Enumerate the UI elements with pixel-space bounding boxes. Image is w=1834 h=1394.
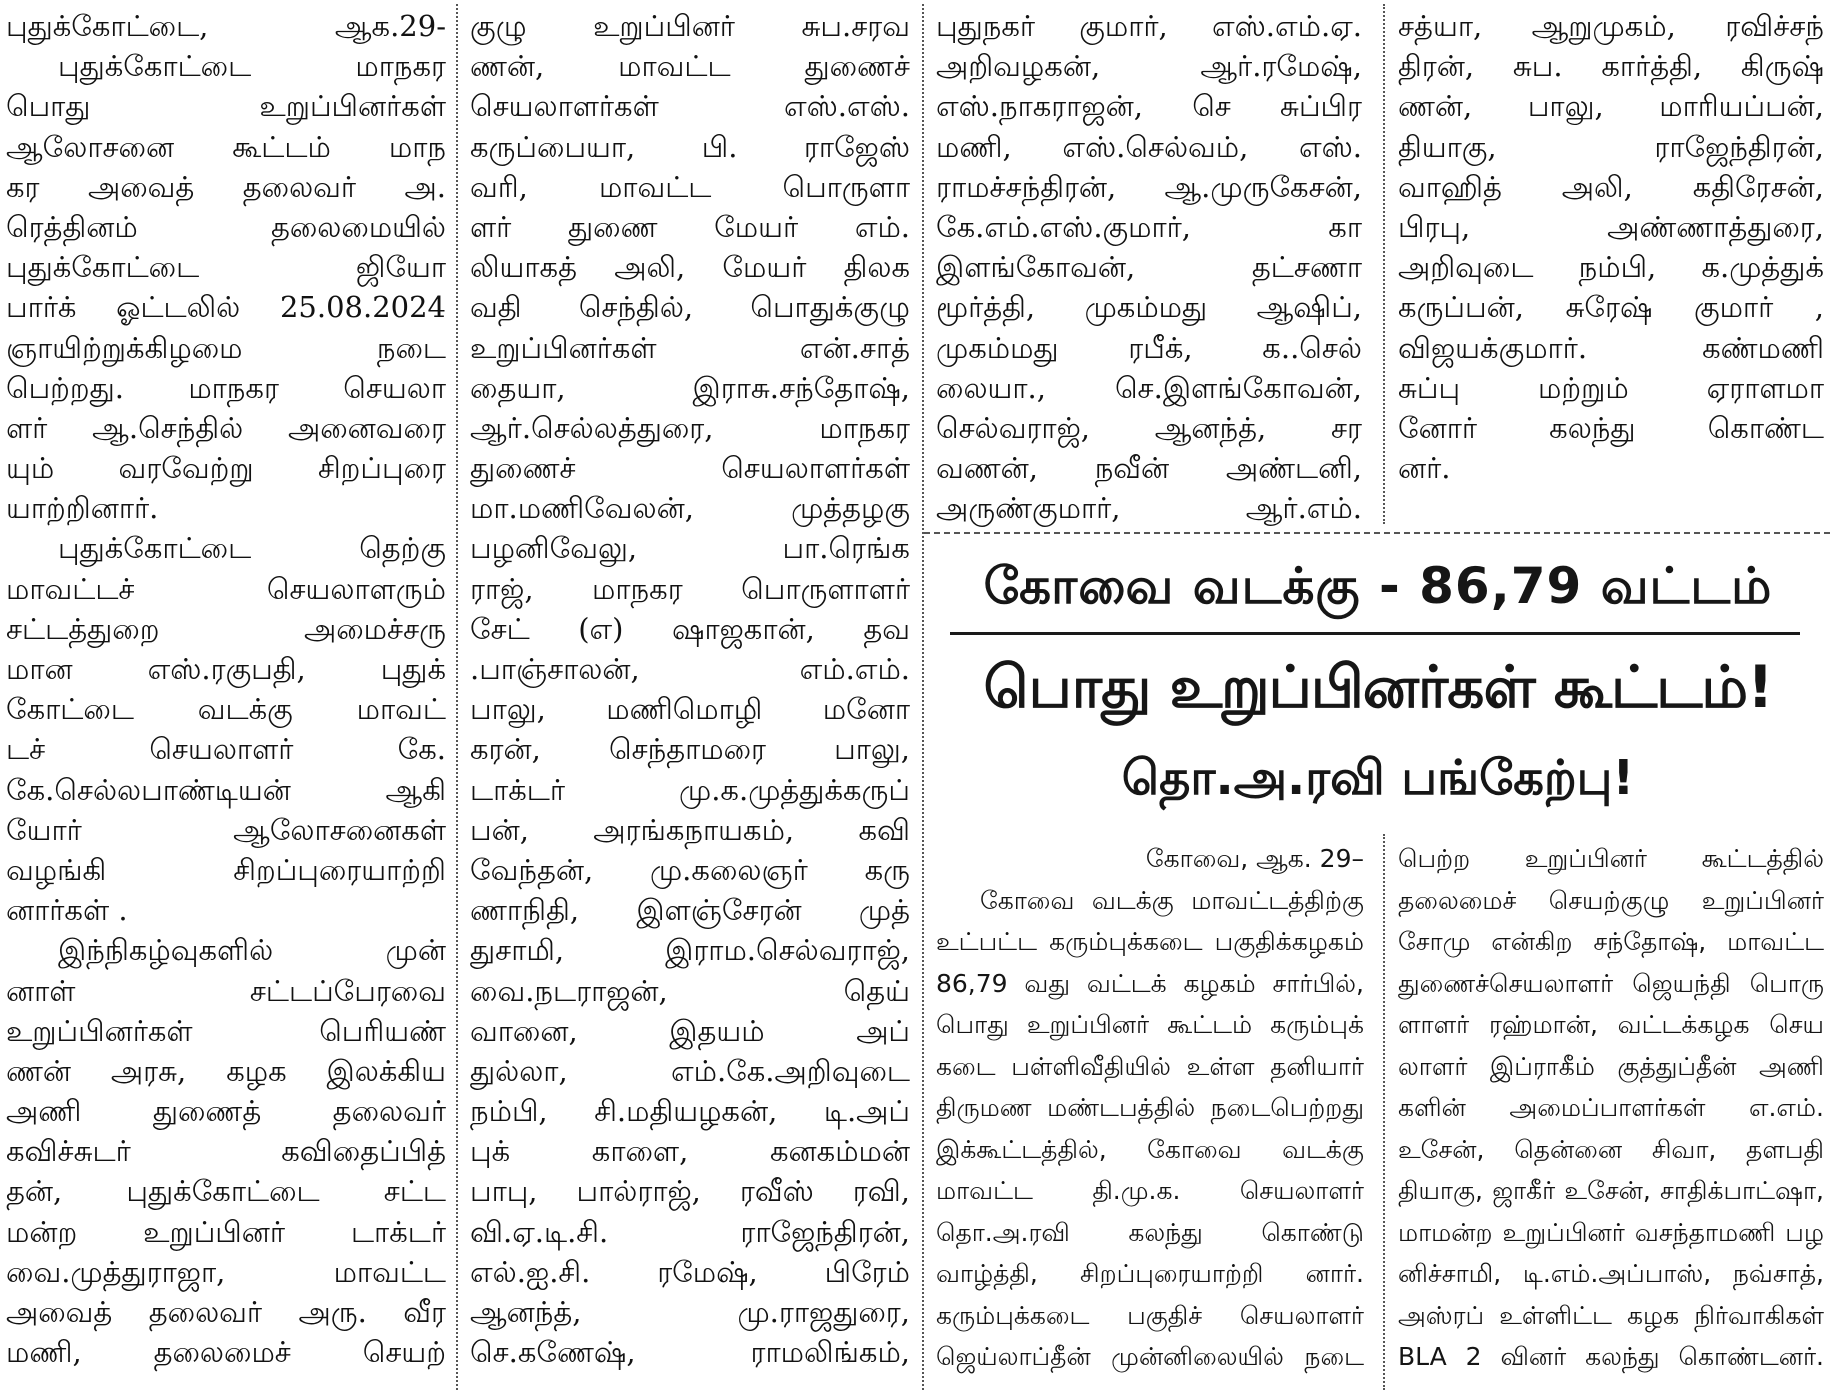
text-line: கர அவைத் தலைவர் அ. <box>6 169 446 204</box>
text-line: எல்.ஐ.சி. ரமேஷ், பிரேம் <box>470 1254 910 1289</box>
text-line: மாவட்ட தி.மு.க. செயலாளர் <box>936 1176 1364 1205</box>
text-line: னிச்சாமி, டி.எம்.அப்பாஸ், நவ்சாத், <box>1398 1259 1824 1288</box>
text-line: ராஜ், மாநகர பொருளாளர் <box>470 571 910 606</box>
text-line: ணன், மாவட்ட துணைச் <box>470 49 910 84</box>
text-line: ளர் ஆ.செந்தில் அனைவரை <box>6 410 446 445</box>
headline-main: பொது உறுப்பினர்கள் கூட்டம்! <box>983 653 1773 721</box>
box-article-column-right <box>1398 838 1824 1378</box>
text-line: யோர் ஆலோசனைகள் <box>6 812 446 847</box>
text-line: வானை, இதயம் அப் <box>470 1013 910 1048</box>
text-line: புதுக்கோட்டை மாநகர <box>58 49 446 84</box>
text-line: கோவை வடக்கு மாவட்டத்திற்கு <box>980 885 1364 915</box>
column-divider-1 <box>456 4 458 1390</box>
article-column-1 <box>6 6 446 1372</box>
text-line: அவைத் தலைவர் அரு. வீர <box>6 1295 446 1329</box>
text-line: ளர் துணை மேயர் எம். <box>470 209 910 244</box>
text-line: துல்லா, எம்.கே.அறிவுடை <box>470 1053 910 1088</box>
text-line: செ.கணேஷ், ராமலிங்கம், <box>470 1335 910 1370</box>
text-line: னாள் சட்டப்பேரவை <box>6 973 446 1008</box>
text-line: பழனிவேலு, பா.ரெங்க <box>470 531 910 566</box>
text-line: புதுக்கோட்டை ஜியோ <box>6 250 446 285</box>
text-line: பாலு, மணிமொழி மனோ <box>470 692 910 727</box>
text-line: அருண்குமார், ஆர்.எம். <box>936 491 1362 526</box>
text-line: பிரபு, அண்ணாத்துரை, <box>1398 209 1824 244</box>
text-line: கோட்டை வடக்கு மாவட் <box>6 692 446 727</box>
text-line: கரன், செந்தாமரை பாலு, <box>470 732 910 767</box>
text-line: அஸ்ரப் உள்ளிட்ட கழக நிர்வாகிகள் <box>1398 1300 1824 1330</box>
text-line: தொ.அ.ரவி கலந்து கொண்டு <box>936 1217 1364 1247</box>
text-line: தன், புதுக்கோட்டை சட்ட <box>6 1174 446 1209</box>
text-line: தலைமைச் செயற்குழு உறுப்பினர் <box>1398 885 1824 915</box>
text-line: புதுநகர் குமார், எஸ்.எம்.ஏ. <box>936 9 1362 43</box>
text-line: கடை பள்ளிவீதியில் உள்ள தனியார் <box>936 1051 1364 1081</box>
text-line: சத்யா, ஆறுமுகம், ரவிச்சந் <box>1398 9 1824 43</box>
text-line: னோர் கலந்து கொண்ட <box>1398 410 1824 445</box>
text-line: உறுப்பினர்கள் பெரியண் <box>6 1013 446 1048</box>
box-top-rule <box>924 532 1830 534</box>
text-line: துசாமி, இராம.செல்வராஜ், <box>470 933 910 968</box>
text-line: மா.மணிவேலன், முத்தழகு <box>470 491 910 526</box>
text-line: அறிவழகன், ஆர்.ரமேஷ், <box>936 49 1362 84</box>
text-line: BLA 2 வினர் கலந்து கொண்டனர். <box>1398 1342 1824 1371</box>
text-line: புக் காளை, கனகம்மன் <box>470 1134 910 1169</box>
text-line: தியாகு, ஜாகீர் உசேன், சாதிக்பாட்ஷா, <box>1398 1176 1824 1205</box>
text-line: ணன் அரசு, கழக இலக்கிய <box>6 1053 446 1088</box>
text-line: துணைச் செயலாளர்கள் <box>470 451 910 486</box>
text-line: ராமச்சந்திரன், ஆ.முருகேசன், <box>936 169 1362 204</box>
text-line: உட்பட்ட கரும்புக்கடை பகுதிக்கழகம் <box>936 927 1364 956</box>
text-line: புதுக்கோட்டை, ஆக.29- <box>6 9 446 43</box>
text-line: கருப்பையா, பி. ராஜேஸ் <box>470 129 910 164</box>
text-line: னர். <box>1398 451 1451 486</box>
text-line: வேந்தன், மு.கலைஞர் கரு <box>470 852 910 887</box>
text-line: முகம்மது ரபீக், க..செல் <box>936 330 1362 365</box>
text-line: பாபு, பால்ராஜ், ரவீஸ் ரவி, <box>470 1174 910 1209</box>
text-line: பொது உறுப்பினர்கள் <box>6 89 446 124</box>
text-line: சோமு என்கிற சந்தோஷ், மாவட்ட <box>1398 927 1824 956</box>
text-line: னார்கள் . <box>6 893 128 928</box>
text-line: குழு உறுப்பினர் சுப.சரவ <box>470 9 910 43</box>
text-line: தையா, இராசு.சந்தோஷ், <box>470 370 910 405</box>
text-line: நம்பி, சி.மதியழகன், டி.அப் <box>470 1094 910 1129</box>
text-line: களின் அமைப்பாளர்கள் எ.எம். <box>1398 1093 1824 1122</box>
text-line: ணாநிதி, இளஞ்சேரன் முத் <box>470 893 910 928</box>
article-column-2 <box>470 6 910 1372</box>
text-line: செல்வராஜ், ஆனந்த், சர <box>936 410 1362 445</box>
column-divider-3 <box>1383 4 1385 524</box>
text-line: எஸ்.நாகராஜன், செ சுப்பிர <box>936 89 1362 124</box>
text-line: அணி துணைத் தலைவர் <box>6 1094 446 1129</box>
headline-rule <box>950 632 1800 635</box>
text-line: வி.ஏ.டி.சி. ராஜேந்திரன், <box>470 1214 910 1249</box>
text-line: துணைச்செயலாளர் ஜெயந்தி பொரு <box>1398 968 1824 998</box>
text-line: ஆனந்த், மு.ராஜதுரை, <box>470 1295 910 1329</box>
text-line: வதி செந்தில், பொதுக்குழு <box>470 290 910 325</box>
text-line: அறிவுடை நம்பி, க.முத்துக் <box>1398 250 1824 285</box>
text-line: ஆலோசனை கூட்டம் மாந <box>6 129 446 164</box>
text-line: ளாளர் ரஹ்மான், வட்டக்கழக செய <box>1398 1010 1824 1039</box>
text-line: வை.முத்துராஜா, மாவட்ட <box>6 1254 446 1289</box>
text-line: செயலாளர்கள் எஸ்.எஸ். <box>470 89 910 124</box>
text-line: ஞாயிற்றுக்கிழமை நடை <box>6 330 446 365</box>
text-line: டாக்டர் மு.க.முத்துக்கருப் <box>470 772 910 807</box>
text-line: ஆர்.செல்லத்துரை, மாநகர <box>470 410 910 445</box>
text-line: திரன், சுப. கார்த்தி, கிருஷ் <box>1398 49 1824 84</box>
text-line: கரும்புக்கடை பகுதிச் செயலாளர் <box>936 1300 1364 1330</box>
text-line: மூர்த்தி, முகம்மது ஆஷிப், <box>936 290 1362 325</box>
headline-sub: தொ.அ.ரவி பங்கேற்பு! <box>1121 750 1635 806</box>
headline-kicker: கோவை வடக்கு - 86,79 வட்டம் <box>983 557 1773 615</box>
text-line: கோவை, ஆக. 29– <box>1145 844 1364 873</box>
text-line: டச் செயலாளர் கே. <box>6 732 446 767</box>
text-line: சேட் (எ) ஷாஜகான், தவ <box>470 611 910 646</box>
text-line: ரெத்தினம் தலைமையில் <box>6 209 446 244</box>
box-column-divider <box>1383 834 1385 1390</box>
text-line: இக்கூட்டத்தில், கோவை வடக்கு <box>936 1134 1364 1164</box>
text-line: லியாகத் அலி, மேயர் திலக <box>470 250 910 285</box>
text-line: உறுப்பினர்கள் என்.சாத் <box>470 330 910 365</box>
article-column-3 <box>936 6 1362 528</box>
text-line: வழங்கி சிறப்புரையாற்றி <box>6 852 446 887</box>
text-line: பொது உறுப்பினர் கூட்டம் கரும்புக் <box>936 1010 1364 1039</box>
text-line: கருப்பன், சுரேஷ் குமார் , <box>1398 290 1824 325</box>
text-line: உசேன், தென்னை சிவா, தளபதி <box>1398 1134 1824 1164</box>
text-line: தியாகு, ராஜேந்திரன், <box>1398 129 1824 164</box>
text-line: மணி, எஸ்.செல்வம், எஸ். <box>936 129 1362 164</box>
text-line: வாஹித் அலி, கதிரேசன், <box>1398 169 1824 204</box>
text-line: ணன், பாலு, மாரியப்பன், <box>1398 89 1824 124</box>
text-line: யாற்றினார். <box>6 491 159 526</box>
text-line: சுப்பு மற்றும் ஏராளமா <box>1398 370 1824 405</box>
text-line: மணி, தலைமைச் செயற் <box>6 1335 446 1370</box>
text-line: யும் வரவேற்று சிறப்புரை <box>6 451 446 486</box>
text-line: வை.நடராஜன், தெய் <box>470 973 910 1008</box>
text-line: இந்நிகழ்வுகளில் முன் <box>58 933 446 968</box>
text-line: மான எஸ்.ரகுபதி, புதுக் <box>6 652 446 686</box>
box-article-column-left <box>936 838 1364 1378</box>
text-line: பெற்றது. மாநகர செயலா <box>6 370 446 405</box>
text-line: மாவட்டச் செயலாளரும் <box>6 571 446 606</box>
text-line: கவிச்சுடர் கவிதைப்பித் <box>6 1134 446 1169</box>
text-line: பெற்ற உறுப்பினர் கூட்டத்தில் <box>1398 844 1824 873</box>
text-line: .பாஞ்சாலன், எம்.எம். <box>470 652 910 686</box>
text-line: லாளர் இப்ராகீம் குத்துப்தீன் அணி <box>1398 1051 1824 1081</box>
article-column-4 <box>1398 6 1824 488</box>
text-line: திருமண மண்டபத்தில் நடைபெற்றது <box>936 1093 1364 1122</box>
text-line: வரி, மாவட்ட பொருளா <box>470 169 910 204</box>
text-line: பார்க் ஓட்டலில் 25.08.2024 <box>6 290 446 325</box>
text-line: விஜயக்குமார். கண்மணி <box>1398 330 1824 365</box>
text-line: ஜெய்லாப்தீன் முன்னிலையில் நடை <box>936 1342 1364 1371</box>
text-line: வணன், நவீன் அண்டனி, <box>936 451 1362 486</box>
text-line: மாமன்ற உறுப்பினர் வசந்தாமணி பழ <box>1398 1217 1824 1247</box>
text-line: மன்ற உறுப்பினர் டாக்டர் <box>6 1214 446 1249</box>
text-line: லையா., செ.இளங்கோவன், <box>936 370 1362 405</box>
column-divider-2 <box>922 4 924 1390</box>
text-line: பன், அரங்கநாயகம், கவி <box>470 812 910 847</box>
text-line: புதுக்கோட்டை தெற்கு <box>58 531 446 566</box>
text-line: 86,79 வது வட்டக் கழகம் சார்பில், <box>936 968 1364 998</box>
text-line: சட்டத்துறை அமைச்சரு <box>6 611 446 646</box>
text-line: கே.செல்லபாண்டியன் ஆகி <box>6 772 446 807</box>
text-line: கே.எம்.எஸ்.குமார், கா <box>936 209 1362 244</box>
text-line: வாழ்த்தி, சிறப்புரையாற்றி னார். <box>936 1259 1364 1288</box>
text-line: இளங்கோவன், தட்சணா <box>936 250 1362 285</box>
